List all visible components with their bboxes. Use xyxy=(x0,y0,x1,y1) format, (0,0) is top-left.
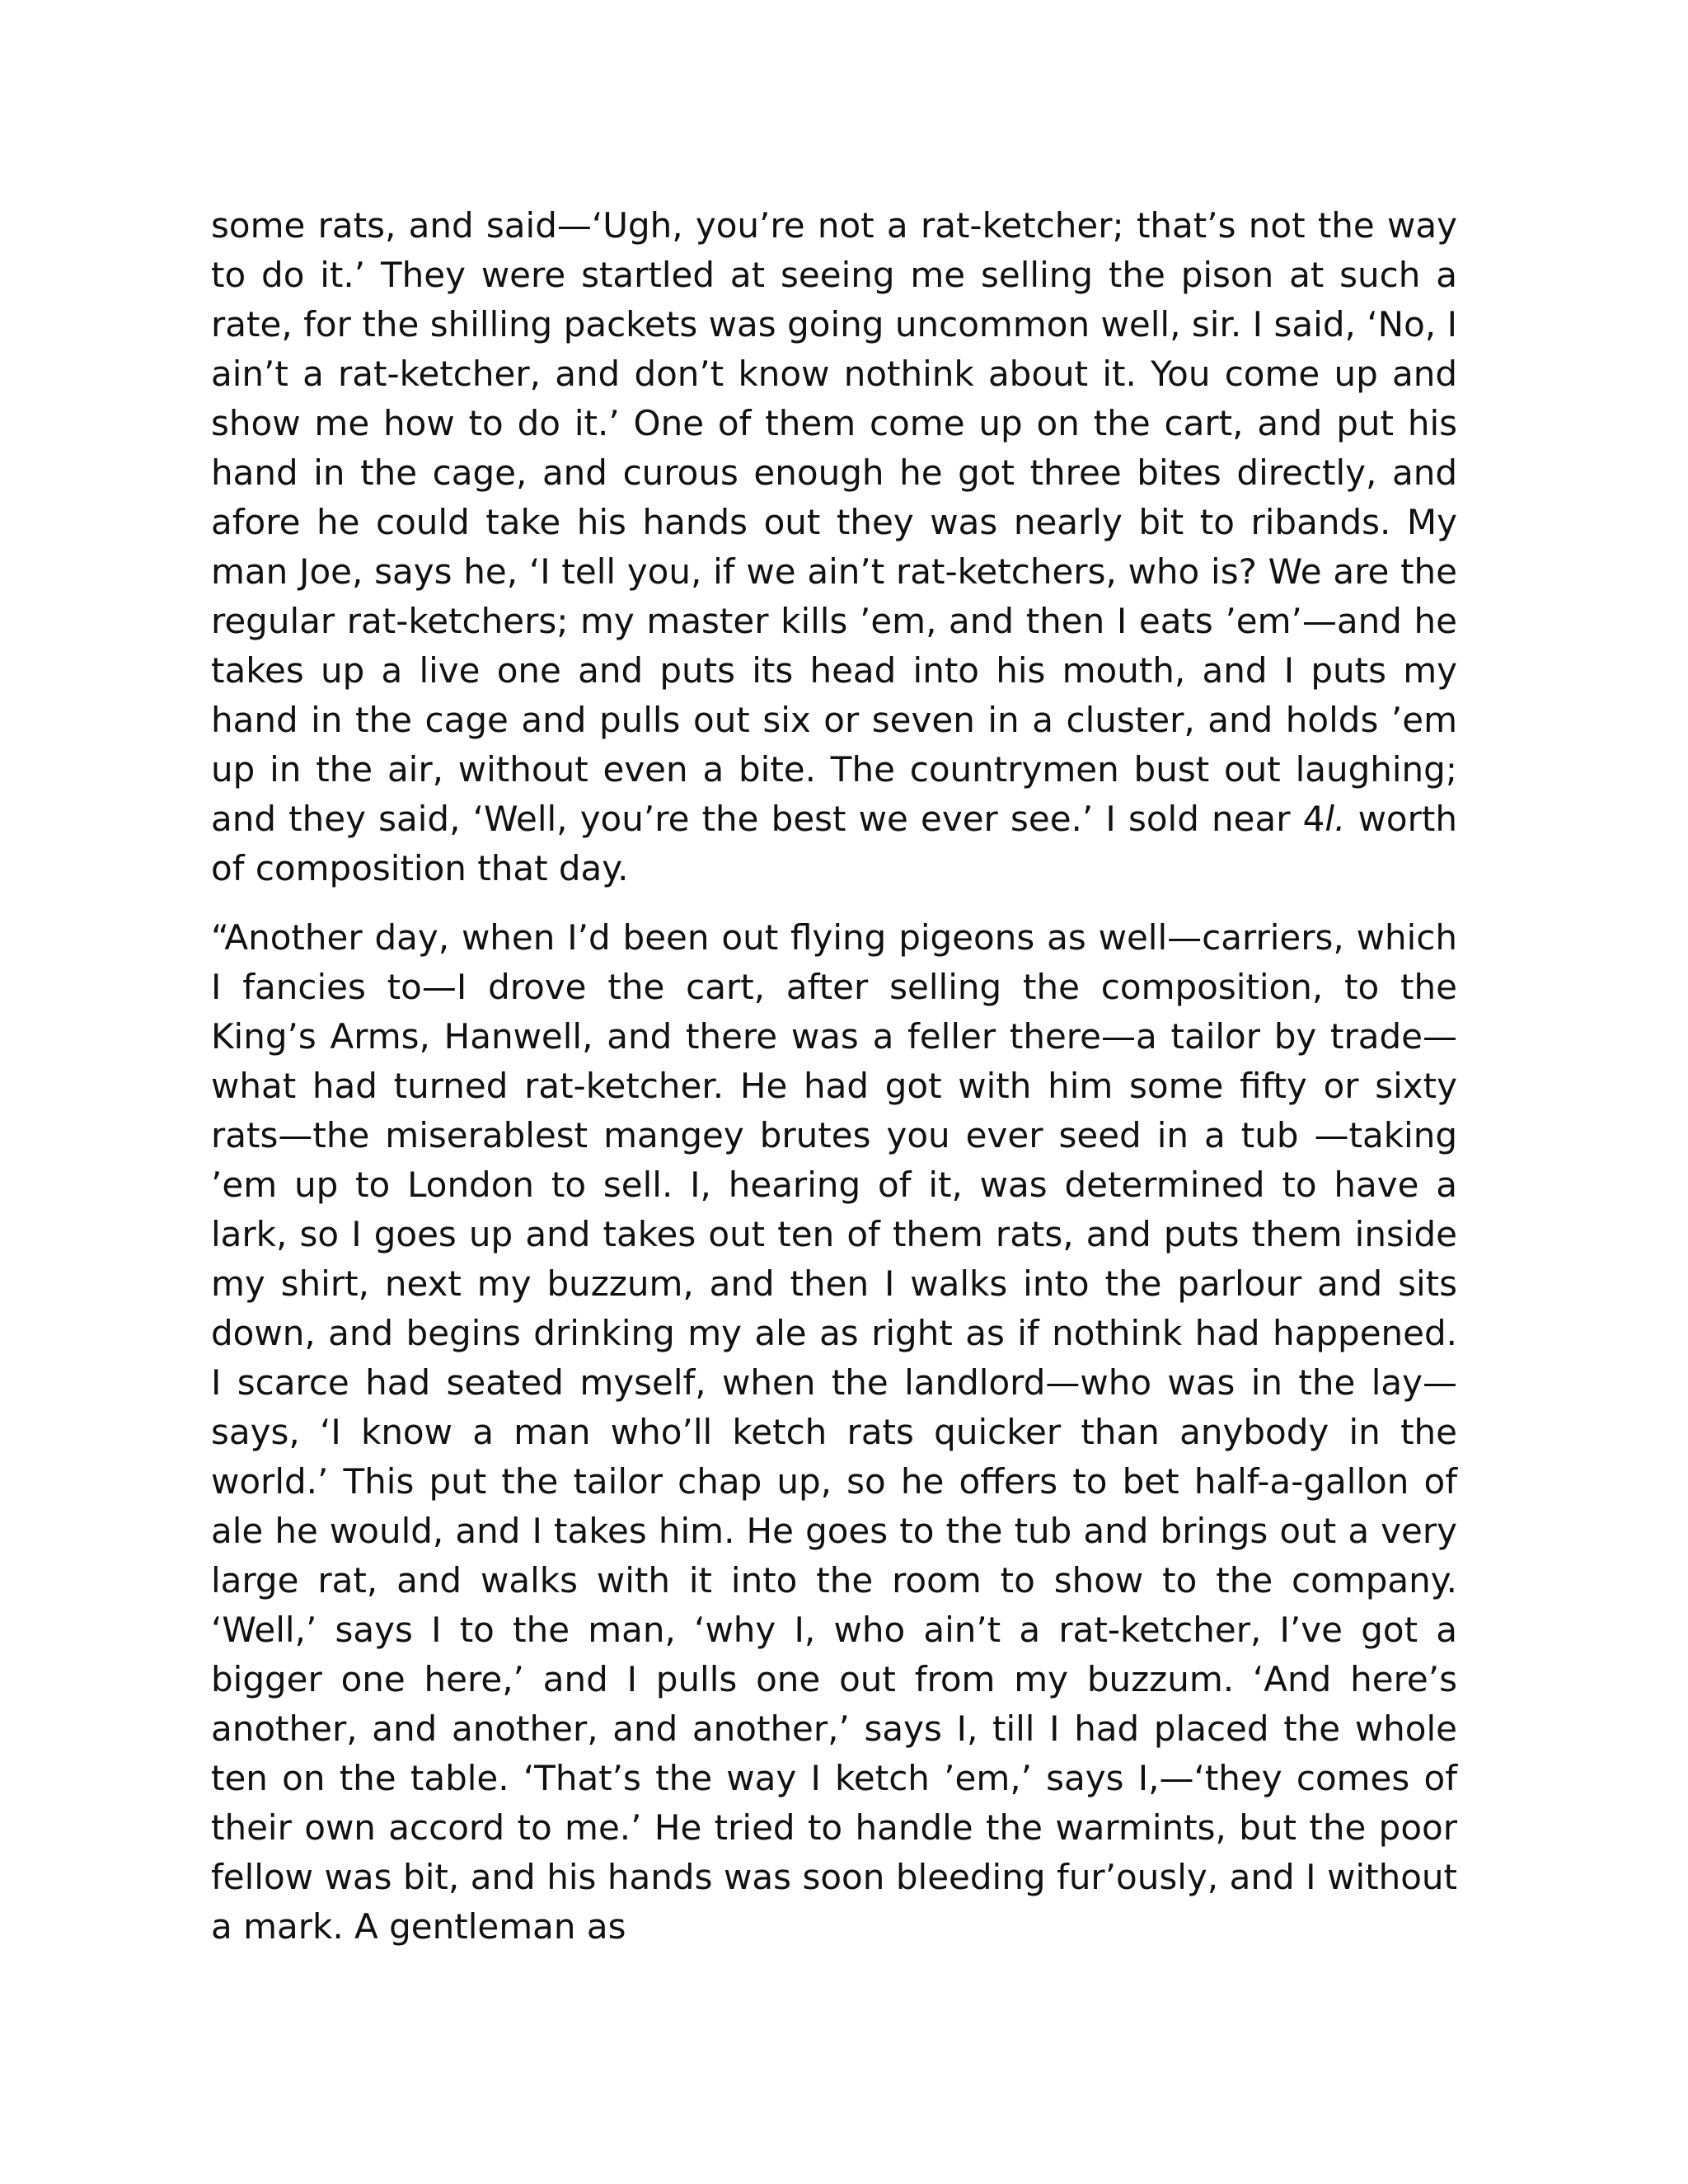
paragraph-1-text: some rats, and said—‘Ugh, you’re not a rat-ketcher; that’s not the way to do it.’ They were startled at seeing me selling the pison at such a rate, for the shilling packets was going uncommon well, sir. I said, ‘No, I ain’t a rat-ketcher, and don’t know nothink about it. You come up and show me how to do it.’ One of them come up on the cart, and put his hand in the cage, and curous enough he got three bites directly, and afore he could take his hands out they was nearly bit to ribands. My man Joe, says he, ‘I tell you, if we ain’t rat-ketchers, who is? We are the regular rat-ketchers; my master kills ’em, and then I eats ’em’—and he takes up a live one and puts its head into his mouth, and I puts my hand in the cage and pulls out six or seven in a cluster, and holds ’em up in the air, without even a bite. The countrymen bust out laughing; and they said, ‘Well, you’re the best we ever see.’ I sold near 4 xyxy=(211,205,1457,839)
paragraph-2: “Another day, when I’d been out flying pigeons as well—carriers, which I fancies to—I drove the cart, after selling the composition, to the King’s Arms, Hanwell, and there was a feller there—a tailor by trade—what had turned rat-ketcher. He had got with him some fifty or sixty rats—the miserablest mangey brutes you ever seed in a tub —taking ’em up to London to sell. I, hearing of it, was determined to have a lark, so I goes up and takes out ten of them rats, and puts them inside my shirt, next my buzzum, and then I walks into the parlour and sits down, and begins drinking my ale as right as if nothink had happened. I scarce had seated myself, when the landlord—who was in the lay—says, ‘I know a man who’ll ketch rats quicker than anybody in the world.’ This put the tailor chap up, so he offers to bet half-a-gallon of ale he would, and I takes him. He goes to the tub and brings out a very large rat, and walks with it into the room to show to the company. ‘Well,’ says I to the man, ‘why I, who ain’t a rat-ketcher, I’ve got a bigger one here,’ and I pulls one out from my buzzum. ‘And here’s another, and another, and another,’ says I, till I had placed the whole ten on the table. ‘That’s the way I ketch ’em,’ says I,—‘they comes of their own accord to me.’ He tried to handle the warmints, but the poor fellow was bit, and his hands was soon bleeding fur’ously, and I without a mark. A gentleman as xyxy=(211,917,1457,1947)
body-text xyxy=(211,201,1457,1952)
paragraph-1 xyxy=(211,201,1457,893)
pound-abbreviation: l. xyxy=(1325,799,1346,839)
paragraph-1-tail: worth of composition that day. xyxy=(211,799,1457,888)
